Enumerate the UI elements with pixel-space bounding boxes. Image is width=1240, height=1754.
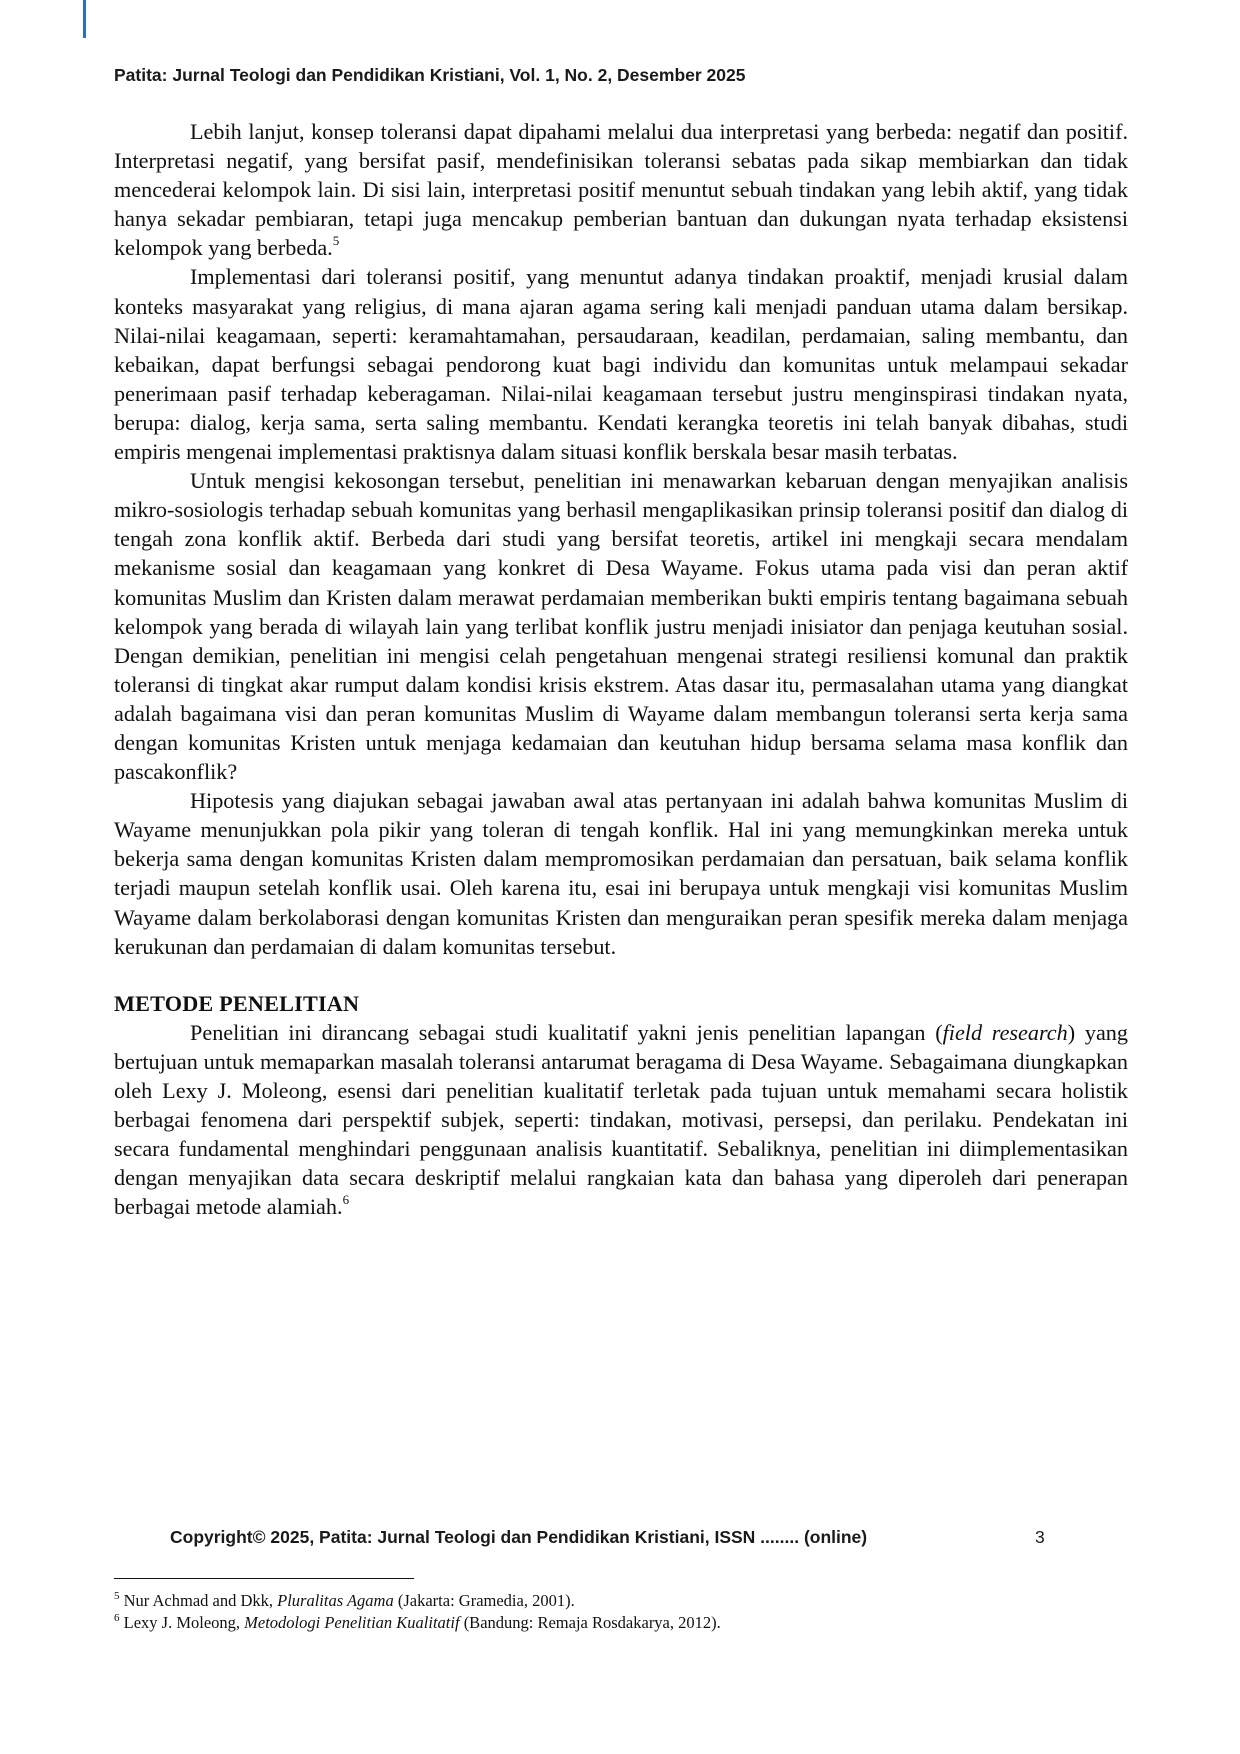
intro-paragraphs	[114, 117, 1128, 961]
body-paragraph	[114, 466, 1128, 786]
copyright-footer: Copyright© 2025, Patita: Jurnal Teologi dan Pendidikan Kristiani, ISSN ........ (online)	[170, 1527, 868, 1547]
text-run: Lexy J. Moleong,	[119, 1613, 245, 1632]
text-run: Lebih lanjut, konsep toleransi dapat dipahami melalui dua interpretasi yang berbeda: negatif dan positif. Interpretasi negatif, yang bersifat pasif, mendefinisikan toleransi sebatas pada sikap membiarkan dan tidak mencederai kelompok lain. Di sisi lain, interpretasi positif menuntut sebuah tindakan yang lebih aktif, yang tidak hanya sekadar pembiaran, tetapi juga mencakup pemberian bantuan dan dukungan nyata terhadap eksistensi kelompok yang berbeda.	[114, 119, 1128, 261]
text-run: ) yang bertujuan untuk memaparkan masalah toleransi antarumat beragama di Desa Wayame. Sebagaimana diungkapkan oleh Lexy J. Moleong, esensi dari penelitian kualitatif terletak pada tujuan untuk memahami secara holistik berbagai fenomena dari perspektif subjek, seperti: tindakan, motivasi, persepsi, dan perilaku. Pendekatan ini secara fundamental menghindari penggunaan analisis kuantitatif. Sebaliknya, penelitian ini diimplementasikan dengan menyajikan data secara deskriptif melalui rangkaian kata dan bahasa yang diperoleh dari penerapan berbagai metode alamiah.	[114, 1019, 1128, 1220]
body-paragraph	[114, 117, 1128, 262]
italic-title: Pluralitas Agama	[277, 1591, 394, 1610]
body-paragraph	[114, 262, 1128, 466]
footnote-ref[interactable]: 5	[332, 232, 340, 248]
text-run: Implementasi dari toleransi positif, yang menuntut adanya tindakan proaktif, menjadi krusial dalam konteks masyarakat yang religius, di mana ajaran agama sering kali menjadi panduan utama dalam bersikap. Nilai-nilai keagamaan, seperti: keramahtamahan, persaudaraan, keadilan, perdamaian, saling membantu, dan kebaikan, dapat berfungsi sebagai pendorong kuat bagi individu dan komunitas untuk melampaui sekadar penerimaan pasif terhadap keberagaman. Nilai-nilai keagamaan tersebut justru menginspirasi tindakan nyata, berupa: dialog, kerja sama, serta saling membantu. Kendati kerangka teoretis ini telah banyak dibahas, studi empiris mengenai implementasi praktisnya dalam situasi konflik berskala besar masih terbatas.	[114, 264, 1128, 465]
section-heading-methods: METODE PENELITIAN	[114, 990, 360, 1016]
running-header: Patita: Jurnal Teologi dan Pendidikan Kristiani, Vol. 1, No. 2, Desember 2025	[114, 65, 746, 85]
body-paragraph	[114, 1018, 1128, 1222]
text-run: Untuk mengisi kekosongan tersebut, penelitian ini menawarkan kebaruan dengan menyajikan analisis mikro-sosiologis terhadap sebuah komunitas yang berhasil mengaplikasikan prinsip toleransi positif dan dialog di tengah zona konflik aktif. Berbeda dari studi yang bersifat teoretis, artikel ini mengkaji secara mendalam mekanisme sosial dan keagamaan yang konkret di Desa Wayame. Fokus utama pada visi dan peran aktif komunitas Muslim dan Kristen dalam merawat perdamaian memberikan bukti empiris tentang bagaimana sebuah kelompok yang berada di wilayah lain yang terlibat konflik justru menjadi inisiator dan penjaga keutuhan sosial. Dengan demikian, penelitian ini mengisi celah pengetahuan mengenai strategi resiliensi komunal dan praktik toleransi di tingkat akar rumput dalam kondisi krisis ekstrem. Atas dasar itu, permasalahan utama yang diangkat adalah bagaimana visi dan peran komunitas Muslim di Wayame dalam membangun toleransi serta kerja sama dengan komunitas Kristen untuk menjaga kedamaian dan keutuhan hidup bersama selama masa konflik dan pascakonflik?	[114, 468, 1128, 785]
footnote-ref[interactable]: 6	[342, 1191, 350, 1207]
text-run: (Jakarta: Gramedia, 2001).	[393, 1591, 575, 1610]
footnote-separator	[114, 1578, 414, 1579]
header-accent-bar	[83, 0, 86, 38]
methods-paragraphs	[114, 1018, 1128, 1222]
footnotes	[114, 1590, 1128, 1634]
text-run: Penelitian ini dirancang sebagai studi kualitatif yakni jenis penelitian lapangan (	[190, 1019, 943, 1045]
footnote-ref[interactable]: 6	[114, 1611, 120, 1624]
text-run: Hipotesis yang diajukan sebagai jawaban awal atas pertanyaan ini adalah bahwa komunitas Muslim di Wayame menunjukkan pola pikir yang toleran di tengah konflik. Hal ini yang memungkinkan mereka untuk bekerja sama dengan komunitas Kristen dalam mempromosikan perdamaian dan persatuan, baik selama konflik terjadi maupun setelah konflik usai. Oleh karena itu, esai ini berupaya untuk mengkaji visi komunitas Muslim Wayame dalam berkolaborasi dengan komunitas Kristen dan menguraikan peran spesifik mereka dalam menjaga kerukunan dan perdamaian di dalam komunitas tersebut.	[114, 788, 1128, 959]
text-run: (Bandung: Remaja Rosdakarya, 2012).	[459, 1613, 721, 1632]
italic-title: Metodologi Penelitian Kualitatif	[244, 1613, 460, 1632]
text-run: Nur Achmad and Dkk,	[119, 1591, 278, 1610]
page-number: 3	[1035, 1527, 1045, 1547]
footnote-ref[interactable]: 5	[114, 1589, 120, 1602]
footnote-entry	[114, 1590, 1128, 1612]
article-body	[114, 117, 1128, 1221]
footnote-entry	[114, 1612, 1128, 1634]
italic-title: field research	[942, 1019, 1068, 1045]
body-paragraph	[114, 786, 1128, 961]
